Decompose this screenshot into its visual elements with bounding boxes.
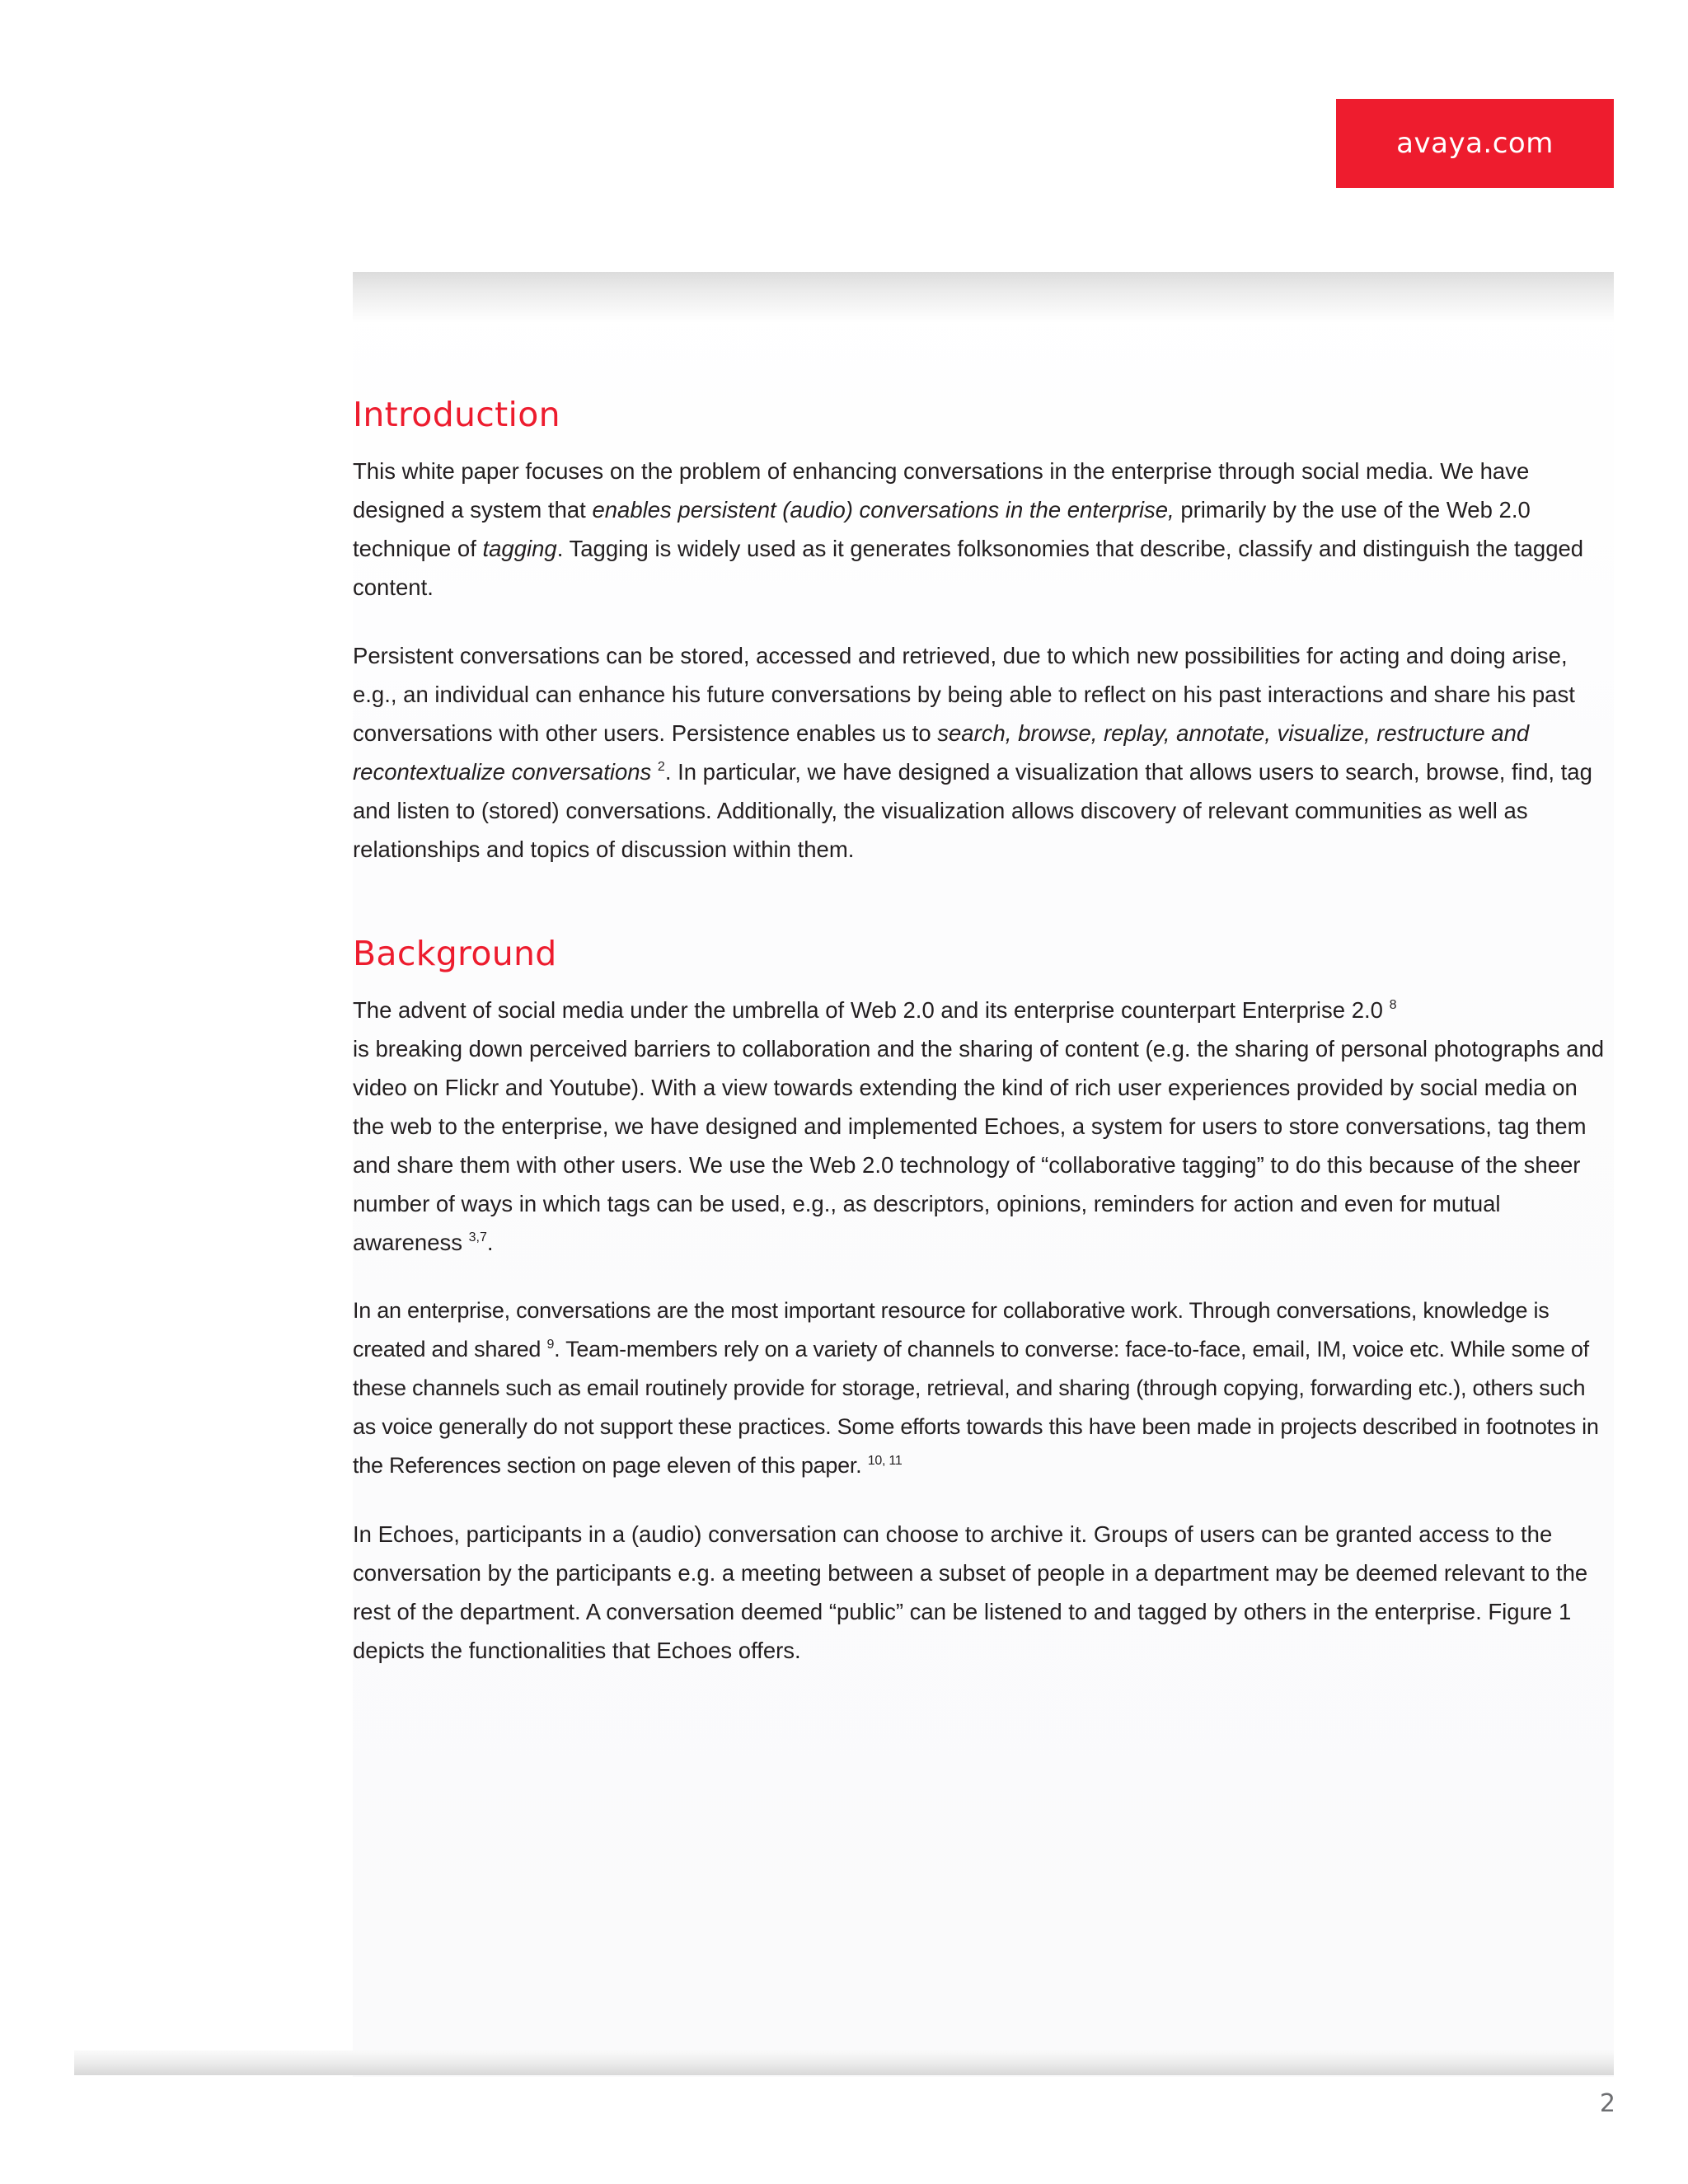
- page-number: 2: [1599, 2089, 1615, 2118]
- bg-1-text-a: The advent of social media under the umbrella of Web 2.0 and its enterprise counterpart Enterprise 2.0: [353, 997, 1383, 1023]
- intro-2-text-a: Persistent conversations can be stored, accessed and retrieved, due to which new possibilities for acting and doing arise, e.g., an individual can enhance his future conversations by being able to reflect on his past interactions and share his past conversations with other users. Persistence enables us to: [353, 643, 1575, 746]
- paragraph-intro-1: [353, 452, 1614, 607]
- intro-2-text-b: . In particular, we have designed a visualization that allows users to search, browse, find, tag and listen to (stored) conversations. Additionally, the visualization allows discovery of relevant communities as well as relationships and topics of discussion within them.: [353, 759, 1592, 862]
- section-heading-background: Background: [353, 934, 557, 973]
- paragraph-intro-2: [353, 636, 1614, 869]
- header-shadow-band: [353, 272, 1614, 323]
- intro-1-text-a: This white paper focuses on the problem of enhancing conversations in the enterprise through social media. We have designed a system that: [353, 458, 1530, 523]
- intro-1-text-c: . Tagging is widely used as it generates folksonomies that describe, classify and distinguish the tagged content.: [353, 536, 1584, 600]
- bg-1-text-c: .: [486, 1230, 494, 1255]
- paragraph-background-2: [353, 1291, 1614, 1485]
- footer-shadow-band: [74, 2050, 1614, 2075]
- bg-1-text-b: is breaking down perceived barriers to collaboration and the sharing of content (e.g. the sharing of personal photographs and video on Flickr and Youtube). With a view towards extending the kind of rich user experiences provided by social media on the web to the enterprise, we have designed and implemented Echoes, a system for users to store conversations, tag them and share them with other users. We use the Web 2.0 technology of “collaborative tagging” to do this because of the sheer number of ways in which tags can be used, e.g., as descriptors, opinions, reminders for action and even for mutual awareness: [353, 1036, 1605, 1255]
- section-heading-introduction: Introduction: [353, 395, 560, 434]
- bg-2-text-b: . Team-members rely on a variety of channels to converse: face-to-face, email, IM, voice etc. While some of these channels such as email routinely provide for storage, retrieval, and sharing (through copying, forwarding etc.), others such as voice generally do not support these practices. Some efforts towards this have been made in projects described in footnotes in the References section on page eleven of this paper.: [353, 1337, 1599, 1478]
- intro-1-text-b: primarily by the use of the Web 2.0 technique of: [353, 497, 1531, 561]
- footnote-ref: 9: [546, 1338, 555, 1352]
- footnote-ref: 8: [1389, 998, 1397, 1012]
- paragraph-background-1: [353, 991, 1614, 1262]
- brand-label: avaya.com: [1396, 127, 1554, 160]
- brand-tab[interactable]: [1336, 99, 1614, 188]
- footnote-ref: 3,7: [468, 1230, 487, 1244]
- intro-2-emphasis: search, browse, replay, annotate, visualize, restructure and recontextualize conversations: [353, 720, 1530, 785]
- intro-1-emphasis-b: tagging: [482, 536, 557, 561]
- intro-1-emphasis-a: enables persistent (audio) conversations in the enterprise,: [592, 497, 1175, 523]
- footnote-ref: 2: [657, 760, 665, 774]
- paragraph-background-3: In Echoes, participants in a (audio) conversation can choose to archive it. Groups of users can be granted access to the conversation by the participants e.g. a meeting between a subset of people in a department may be deemed relevant to the rest of the department. A conversation deemed “public” can be listened to and tagged by others in the enterprise. Figure 1 depicts the functionalities that Echoes offers.: [353, 1521, 1588, 1663]
- footnote-ref: 10, 11: [867, 1454, 903, 1468]
- main-content: [353, 387, 1614, 1670]
- bg-2-text-a: In an enterprise, conversations are the most important resource for collaborative work. Through conversations, knowledge is created and shared: [353, 1298, 1550, 1361]
